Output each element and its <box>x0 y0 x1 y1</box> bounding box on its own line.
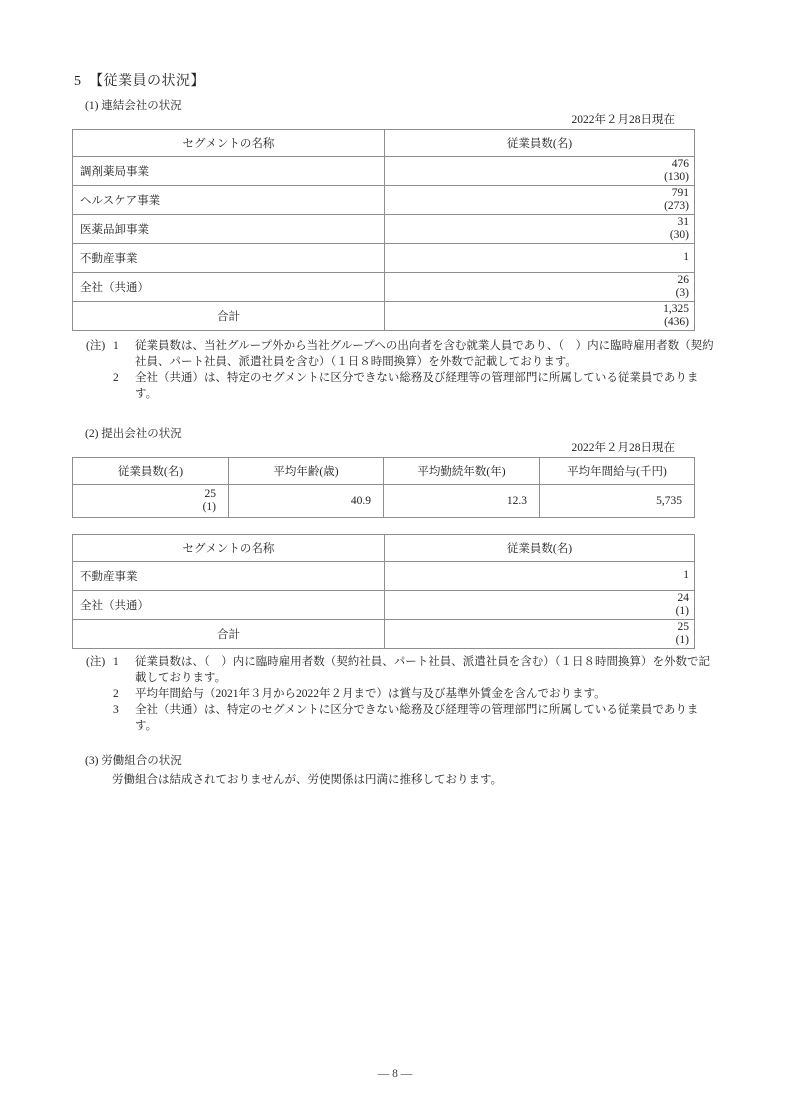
column-header-employee-count: 従業員数(名) <box>385 130 695 157</box>
total-label: 合計 <box>73 620 385 649</box>
average-annual-salary-cell: 5,735 <box>540 485 695 518</box>
section-1-heading: (1) 連結会社の状況 <box>85 100 182 112</box>
section-1-notes <box>86 338 736 402</box>
note-text: 従業員数は、当社グループ外から当社グループへの出向者を含む就業人員であり、（ ）内に臨時雇用者数（契約社員、パート社員、派遣社員を含む）（１日８時間換算）を外数で記載しております。 <box>135 340 714 368</box>
note-number: 1 <box>113 656 119 668</box>
note-item <box>86 370 736 402</box>
note-text: 従業員数は、（ ）内に臨時雇用者数（契約社員、パート社員、派遣社員を含む）（１日８時間換算）を外数で記載しております。 <box>135 656 710 684</box>
average-age-cell: 40.9 <box>229 485 384 518</box>
note-text: 平均年間給与（2021年３月から2022年２月まで）は賞与及び基準外賃金を含んでおります。 <box>135 688 606 700</box>
note-marker <box>86 686 113 702</box>
table-total-row <box>73 302 695 331</box>
average-service-years-cell: 12.3 <box>384 485 540 518</box>
column-header-employee-count: 従業員数(名) <box>385 535 695 562</box>
employee-count: 476 <box>671 157 689 170</box>
table-row <box>73 215 695 244</box>
employee-count: 24 <box>677 591 689 604</box>
employee-count: 1,325 <box>663 302 689 315</box>
employee-count-cell <box>385 273 695 302</box>
total-label: 合計 <box>73 302 385 331</box>
employee-count-cell <box>385 157 695 186</box>
note-marker: (注) <box>86 340 106 352</box>
filing-company-segment-table <box>72 534 695 649</box>
table-row <box>73 485 695 518</box>
segment-label: 医薬品卸事業 <box>73 215 385 244</box>
section-2-heading: (2) 提出会社の状況 <box>85 428 182 440</box>
column-header-segment-name: セグメントの名称 <box>73 535 385 562</box>
note-number: 2 <box>113 372 119 384</box>
note-text: 全社（共通）は、特定のセグメントに区分できない総務及び経理等の管理部門に所属している従業員であります。 <box>135 704 699 732</box>
column-header-average-age: 平均年齢(歳) <box>229 458 384 485</box>
note-number: 1 <box>113 340 119 352</box>
temporary-count: (1) <box>675 634 689 646</box>
temporary-count: (273) <box>664 200 689 212</box>
note-item <box>86 702 736 734</box>
temporary-count: (1) <box>675 605 689 617</box>
section-3-heading: (3) 労働組合の状況 <box>85 755 182 767</box>
table-row <box>73 186 695 215</box>
table-total-row <box>73 620 695 649</box>
page-number-footer: ― 8 ― <box>377 1068 413 1080</box>
note-marker <box>86 370 113 402</box>
section-2-as-of-date: 2022年２月28日現在 <box>571 442 675 454</box>
employee-count-cell <box>385 244 695 273</box>
consolidated-employees-table <box>72 129 695 331</box>
segment-label: 調剤薬局事業 <box>73 157 385 186</box>
employee-count: 26 <box>677 273 689 286</box>
note-item <box>86 654 736 686</box>
column-header-employee-count: 従業員数(名) <box>73 458 229 485</box>
temporary-count: (3) <box>675 287 689 299</box>
table-row <box>73 157 695 186</box>
table-row <box>73 591 695 620</box>
table-header-row <box>73 130 695 157</box>
temporary-count: (130) <box>664 171 689 183</box>
note-item <box>86 686 736 702</box>
temporary-count: (1) <box>202 501 216 513</box>
segment-label: 全社（共通） <box>73 591 385 620</box>
note-text: 全社（共通）は、特定のセグメントに区分できない総務及び経理等の管理部門に所属している従業員であります。 <box>135 372 699 400</box>
column-header-average-annual-salary: 平均年間給与(千円) <box>540 458 695 485</box>
table-row <box>73 562 695 591</box>
employee-count-cell <box>73 485 229 518</box>
employee-count-cell <box>385 591 695 620</box>
column-header-segment-name: セグメントの名称 <box>73 130 385 157</box>
table-row <box>73 244 695 273</box>
section-2-notes <box>86 654 736 734</box>
note-marker <box>86 702 113 734</box>
employee-count-cell <box>385 562 695 591</box>
employee-count-cell <box>385 302 695 331</box>
employee-count: 1 <box>683 251 689 264</box>
employee-count: 25 <box>204 487 216 500</box>
temporary-count: (436) <box>664 316 689 328</box>
employee-count: 791 <box>671 186 689 199</box>
note-item <box>86 338 736 370</box>
filing-company-summary-table <box>72 457 695 518</box>
segment-label: ヘルスケア事業 <box>73 186 385 215</box>
employee-count-cell <box>385 186 695 215</box>
section-3-body-text: 労働組合は結成されておりませんが、労使関係は円満に推移しております。 <box>112 774 503 786</box>
segment-label: 不動産事業 <box>73 244 385 273</box>
note-number: 3 <box>113 704 119 716</box>
employee-count-cell <box>385 215 695 244</box>
section-1-as-of-date: 2022年２月28日現在 <box>571 114 675 126</box>
column-header-average-service-years: 平均勤続年数(年) <box>384 458 540 485</box>
note-number: 2 <box>113 688 119 700</box>
table-row <box>73 273 695 302</box>
table-header-row <box>73 535 695 562</box>
employee-count-cell <box>385 620 695 649</box>
note-marker: (注) <box>86 656 106 668</box>
segment-label: 全社（共通） <box>73 273 385 302</box>
employee-count: 25 <box>677 620 689 633</box>
table-header-row <box>73 458 695 485</box>
segment-label: 不動産事業 <box>73 562 385 591</box>
employee-count: 1 <box>683 569 689 582</box>
page-title: 5 【従業員の状況】 <box>74 74 205 89</box>
employee-count: 31 <box>677 215 689 228</box>
temporary-count: (30) <box>669 229 689 241</box>
